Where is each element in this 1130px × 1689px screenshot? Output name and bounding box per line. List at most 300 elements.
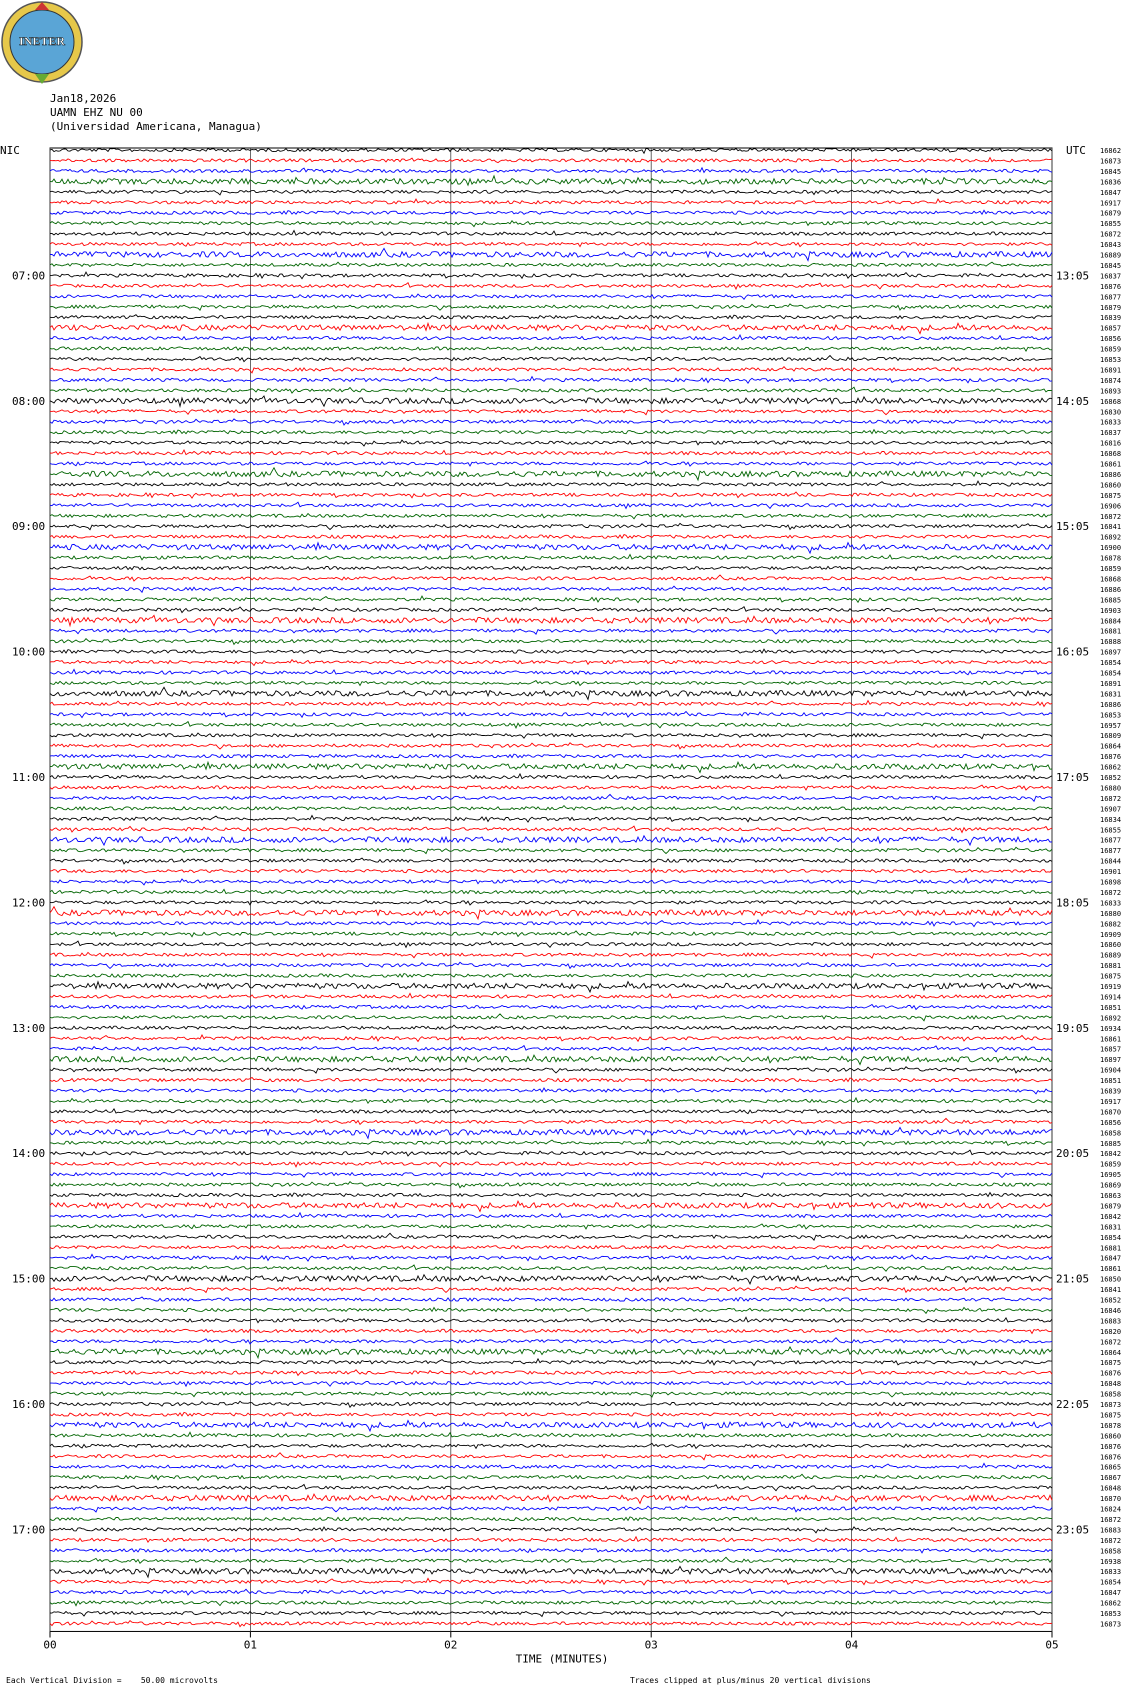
trace-line: [50, 1494, 1052, 1503]
trace-line: [50, 1527, 1052, 1533]
nic-time-label: 08:00: [12, 394, 46, 408]
x-tick-label: 02: [444, 1638, 458, 1652]
trace-value-label: 16872: [1100, 1536, 1122, 1545]
trace-line: [50, 1005, 1052, 1010]
trace-value-label: 16837: [1100, 429, 1122, 438]
trace-line: [50, 982, 1052, 992]
trace-line: [50, 826, 1052, 832]
trace-value-label: 16868: [1100, 575, 1122, 584]
trace-line: [50, 1046, 1052, 1052]
trace-line: [50, 701, 1052, 707]
location-label: (Universidad Americana, Managua): [50, 120, 262, 133]
trace-line: [50, 907, 1052, 919]
trace-line: [50, 722, 1052, 728]
trace-value-label: 16886: [1100, 700, 1122, 709]
trace-line: [50, 1463, 1052, 1468]
trace-line: [50, 1329, 1052, 1334]
trace-line: [50, 889, 1052, 894]
trace-line: [50, 712, 1052, 718]
trace-line: [50, 878, 1052, 885]
trace-line: [50, 158, 1052, 163]
trace-line: [50, 242, 1052, 247]
trace-value-label: 16841: [1100, 1286, 1122, 1295]
trace-value-label: 16872: [1100, 1515, 1122, 1524]
trace-line: [50, 148, 1052, 153]
trace-line: [50, 323, 1052, 333]
trace-line: [50, 1297, 1052, 1301]
trace-value-label: 16872: [1100, 888, 1122, 897]
trace-value-label: 16855: [1100, 826, 1122, 835]
trace-value-label: 16891: [1100, 679, 1122, 688]
trace-value-label: 16881: [1100, 1244, 1122, 1253]
trace-value-label: 16820: [1100, 1327, 1122, 1336]
utc-time-label: 19:05: [1056, 1021, 1090, 1035]
trace-line: [50, 1193, 1052, 1197]
trace-line: [50, 231, 1052, 236]
trace-value-label: 16859: [1100, 565, 1122, 573]
trace-line: [50, 1474, 1052, 1480]
trace-line: [50, 1600, 1052, 1606]
trace-value-label: 16876: [1100, 1453, 1122, 1462]
trace-line: [50, 555, 1052, 560]
trace-value-label: 16846: [1100, 1306, 1122, 1315]
trace-line: [50, 283, 1052, 289]
trace-value-label: 16938: [1100, 1557, 1122, 1566]
trace-line: [50, 1286, 1052, 1292]
trace-value-label: 16853: [1100, 1610, 1122, 1618]
trace-value-label: 16836: [1100, 178, 1122, 187]
trace-line: [50, 262, 1052, 266]
trace-value-label: 16877: [1100, 293, 1122, 302]
x-tick-label: 04: [844, 1638, 859, 1652]
trace-line: [50, 1338, 1052, 1344]
trace-value-label: 16831: [1100, 1223, 1122, 1232]
trace-value-label: 16860: [1100, 481, 1122, 490]
trace-value-label: 16875: [1100, 491, 1122, 500]
trace-value-label: 16882: [1100, 920, 1122, 929]
trace-line: [50, 1201, 1052, 1211]
trace-value-label: 16872: [1100, 230, 1122, 239]
trace-line: [50, 1506, 1052, 1512]
trace-value-label: 16934: [1100, 1024, 1122, 1033]
trace-value-label: 16858: [1100, 1129, 1122, 1138]
trace-line: [50, 952, 1052, 958]
trace-value-label: 16842: [1100, 1212, 1122, 1221]
trace-value-label: 16842: [1100, 1150, 1122, 1159]
trace-value-label: 16892: [1100, 533, 1122, 542]
trace-line: [50, 858, 1052, 864]
trace-line: [50, 566, 1052, 570]
trace-value-label: 16880: [1100, 784, 1122, 793]
trace-value-label: 16856: [1100, 335, 1122, 344]
trace-line: [50, 523, 1052, 529]
trace-line: [50, 1109, 1052, 1114]
trace-line: [50, 1224, 1052, 1229]
trace-value-label: 16885: [1100, 596, 1122, 605]
trace-value-label: 16892: [1100, 1014, 1122, 1023]
trace-value-label: 16848: [1100, 1484, 1122, 1493]
trace-line: [50, 1245, 1052, 1249]
trace-line: [50, 190, 1052, 195]
trace-line: [50, 356, 1052, 362]
trace-value-label: 16861: [1100, 1035, 1122, 1044]
trace-value-label: 16860: [1100, 941, 1122, 950]
trace-value-label: 16876: [1100, 1369, 1122, 1378]
trace-line: [50, 1517, 1052, 1521]
trace-value-label: 16851: [1100, 1077, 1122, 1086]
trace-line: [50, 1098, 1052, 1103]
trace-line: [50, 1014, 1052, 1021]
trace-value-label: 16845: [1100, 167, 1122, 176]
trace-line: [50, 596, 1052, 603]
trace-value-label: 16858: [1100, 1390, 1122, 1399]
trace-value-label: 16879: [1100, 1202, 1122, 1211]
trace-value-label: 16863: [1100, 1192, 1122, 1200]
trace-value-label: 16847: [1100, 1254, 1122, 1263]
trace-value-label: 16854: [1100, 669, 1122, 678]
utc-time-label: 17:05: [1056, 771, 1090, 784]
trace-line: [50, 847, 1052, 853]
trace-value-label: 16854: [1100, 1233, 1122, 1242]
trace-value-label: 16859: [1100, 345, 1122, 354]
trace-value-label: 16870: [1100, 1108, 1122, 1117]
trace-value-label: 16833: [1100, 1568, 1122, 1577]
trace-line: [50, 410, 1052, 415]
trace-value-label: 16868: [1100, 397, 1122, 406]
trace-line: [50, 1443, 1052, 1448]
trace-value-label: 16872: [1100, 794, 1122, 803]
trace-line: [50, 993, 1052, 998]
trace-value-label: 16897: [1100, 1056, 1122, 1065]
nic-tz-label: NIC: [0, 144, 20, 157]
trace-value-label: 16809: [1100, 732, 1122, 741]
trace-value-label: 16873: [1100, 157, 1122, 166]
trace-line: [50, 461, 1052, 466]
trace-value-label: 16859: [1100, 1160, 1122, 1169]
trace-line: [50, 294, 1052, 299]
trace-value-label: 16881: [1100, 627, 1122, 636]
trace-value-label: 16957: [1100, 721, 1122, 730]
trace-value-label: 16854: [1100, 1578, 1122, 1587]
trace-line: [50, 1275, 1052, 1284]
trace-value-label: 16861: [1100, 460, 1122, 469]
trace-value-label: 16865: [1100, 1463, 1122, 1472]
trace-line: [50, 1308, 1052, 1314]
trace-line: [50, 1254, 1052, 1261]
trace-value-label: 16898: [1100, 878, 1122, 887]
trace-value-label: 16868: [1100, 450, 1122, 459]
trace-value-label: 16862: [1100, 1599, 1122, 1608]
trace-value-label: 16864: [1100, 742, 1122, 751]
trace-value-label: 16875: [1100, 1411, 1122, 1420]
nic-time-label: 17:00: [12, 1523, 46, 1537]
utc-time-label: 20:05: [1056, 1147, 1090, 1161]
trace-line: [50, 1128, 1052, 1139]
trace-value-label: 16858: [1100, 1547, 1122, 1556]
trace-line: [50, 514, 1052, 519]
trace-value-label: 16872: [1100, 1338, 1122, 1347]
trace-line: [50, 1035, 1052, 1042]
trace-value-label: 16848: [1100, 1380, 1122, 1389]
trace-value-label: 16891: [1100, 366, 1122, 375]
trace-value-label: 16845: [1100, 261, 1122, 270]
clip-note: Traces clipped at plus/minus 20 vertical divisions: [630, 1676, 871, 1685]
trace-line: [50, 176, 1052, 185]
trace-line: [50, 1566, 1052, 1577]
trace-value-label: 16879: [1100, 303, 1122, 312]
trace-line: [50, 315, 1052, 319]
trace-value-label: 16851: [1100, 1003, 1122, 1012]
scale-note: Each Vertical Division = 50.00 microvolts: [6, 1676, 218, 1685]
trace-line: [50, 1421, 1052, 1431]
trace-value-label: 16878: [1100, 1421, 1122, 1430]
trace-line: [50, 419, 1052, 425]
trace-line: [50, 535, 1052, 539]
trace-line: [50, 1317, 1052, 1322]
trace-value-label: 16886: [1100, 585, 1122, 594]
trace-value-label: 16875: [1100, 972, 1122, 981]
trace-value-label: 16879: [1100, 209, 1122, 218]
trace-line: [50, 962, 1052, 968]
trace-line: [50, 1173, 1052, 1178]
trace-value-label: 16839: [1100, 1087, 1122, 1096]
trace-value-label: 16889: [1100, 251, 1122, 260]
trace-value-label: 16837: [1100, 272, 1122, 281]
trace-value-label: 16847: [1100, 188, 1122, 197]
trace-line: [50, 669, 1052, 674]
utc-time-label: 15:05: [1056, 520, 1090, 534]
trace-line: [50, 1118, 1052, 1124]
trace-line: [50, 660, 1052, 666]
trace-value-label: 16903: [1100, 606, 1122, 615]
trace-value-label: 16843: [1100, 241, 1122, 250]
trace-value-label: 16870: [1100, 1495, 1122, 1504]
nic-time-label: 13:00: [12, 1021, 46, 1035]
trace-value-label: 16872: [1100, 512, 1122, 521]
trace-line: [50, 199, 1052, 204]
trace-value-label: 16873: [1100, 1401, 1122, 1409]
trace-line: [50, 1233, 1052, 1240]
trace-value-label: 16901: [1100, 868, 1122, 877]
trace-line: [50, 806, 1052, 810]
trace-value-label: 16867: [1100, 1474, 1122, 1483]
trace-value-label: 16914: [1100, 993, 1122, 1002]
trace-value-label: 16900: [1100, 544, 1122, 553]
trace-value-label: 16824: [1100, 1505, 1122, 1514]
trace-line: [50, 586, 1052, 592]
trace-value-label: 16855: [1100, 220, 1122, 229]
trace-value-label: 16919: [1100, 983, 1122, 991]
trace-line: [50, 1088, 1052, 1094]
trace-value-label: 16883: [1100, 1317, 1122, 1326]
trace-line: [50, 481, 1052, 486]
trace-line: [50, 1549, 1052, 1553]
trace-line: [50, 1265, 1052, 1271]
trace-line: [50, 607, 1052, 613]
trace-line: [50, 974, 1052, 978]
trace-line: [50, 430, 1052, 434]
trace-value-label: 16857: [1100, 324, 1122, 333]
trace-value-label: 16877: [1100, 836, 1122, 845]
trace-line: [50, 1611, 1052, 1616]
trace-line: [50, 1578, 1052, 1585]
nic-time-label: 15:00: [12, 1272, 46, 1286]
trace-line: [50, 1347, 1052, 1358]
trace-line: [50, 1621, 1052, 1627]
trace-value-label: 16850: [1100, 1275, 1122, 1284]
trace-line: [50, 440, 1052, 446]
trace-line: [50, 1432, 1052, 1437]
trace-line: [50, 450, 1052, 455]
trace-line: [50, 335, 1052, 340]
trace-line: [50, 543, 1052, 553]
trace-line: [50, 502, 1052, 508]
trace-line: [50, 272, 1052, 279]
utc-time-label: 14:05: [1056, 394, 1090, 408]
trace-value-label: 16917: [1100, 1097, 1122, 1106]
trace-line: [50, 1537, 1052, 1542]
trace-value-label: 16834: [1100, 815, 1122, 824]
trace-line: [50, 1067, 1052, 1073]
x-axis-title: TIME (MINUTES): [515, 1652, 609, 1666]
trace-value-label: 16853: [1100, 711, 1122, 720]
trace-line: [50, 1485, 1052, 1491]
trace-line: [50, 387, 1052, 393]
date-label: Jan18,2026: [50, 92, 117, 105]
trace-line: [50, 687, 1052, 699]
utc-time-label: 23:05: [1056, 1523, 1090, 1537]
trace-value-label: 16905: [1100, 1171, 1122, 1180]
trace-line: [50, 1078, 1052, 1082]
trace-line: [50, 346, 1052, 351]
trace-value-label: 16874: [1100, 376, 1122, 385]
trace-line: [50, 377, 1052, 384]
trace-value-label: 16869: [1100, 1181, 1122, 1190]
trace-value-label: 16904: [1100, 1066, 1122, 1075]
trace-value-label: 16880: [1100, 909, 1122, 918]
nic-time-label: 12:00: [12, 896, 46, 910]
trace-line: [50, 785, 1052, 790]
trace-line: [50, 762, 1052, 772]
trace-value-label: 16862: [1100, 763, 1122, 772]
trace-line: [50, 920, 1052, 927]
trace-value-label: 16873: [1100, 1620, 1122, 1629]
trace-line: [50, 941, 1052, 947]
trace-line: [50, 1213, 1052, 1218]
nic-time-label: 16:00: [12, 1398, 46, 1411]
trace-value-label: 16844: [1100, 857, 1122, 866]
x-tick-label: 03: [644, 1638, 658, 1652]
trace-value-label: 16864: [1100, 1348, 1122, 1357]
trace-line: [50, 1412, 1052, 1416]
trace-line: [50, 1401, 1052, 1407]
trace-value-label: 16885: [1100, 1139, 1122, 1148]
trace-line: [50, 816, 1052, 823]
trace-value-label: 16888: [1100, 638, 1122, 647]
trace-value-label: 16893: [1100, 387, 1122, 396]
nic-time-label: 11:00: [12, 771, 46, 784]
trace-line: [50, 754, 1052, 758]
trace-line: [50, 794, 1052, 801]
trace-line: [50, 1557, 1052, 1563]
trace-line: [50, 492, 1052, 498]
trace-value-label: 16886: [1100, 470, 1122, 479]
trace-line: [50, 615, 1052, 625]
nic-time-label: 07:00: [12, 269, 46, 283]
trace-value-label: 16856: [1100, 1118, 1122, 1127]
trace-value-label: 16852: [1100, 1296, 1122, 1305]
trace-line: [50, 1392, 1052, 1397]
trace-value-label: 16877: [1100, 847, 1122, 856]
trace-line: [50, 1370, 1052, 1376]
trace-line: [50, 1150, 1052, 1156]
trace-value-label: 16816: [1100, 439, 1122, 448]
trace-value-label: 16878: [1100, 554, 1122, 563]
trace-line: [50, 396, 1052, 406]
utc-time-label: 21:05: [1056, 1272, 1090, 1286]
trace-line: [50, 1380, 1052, 1386]
utc-time-label: 18:05: [1056, 896, 1090, 910]
trace-value-label: 16906: [1100, 502, 1122, 511]
trace-value-label: 16876: [1100, 282, 1122, 291]
trace-line: [50, 221, 1052, 227]
trace-line: [50, 1589, 1052, 1595]
trace-line: [50, 774, 1052, 779]
utc-time-label: 13:05: [1056, 269, 1090, 283]
trace-line: [50, 1025, 1052, 1029]
trace-line: [50, 1055, 1052, 1064]
trace-line: [50, 869, 1052, 873]
trace-value-label: 16883: [1100, 1526, 1122, 1535]
trace-value-label: 16833: [1100, 899, 1122, 908]
x-tick-label: 00: [43, 1638, 57, 1652]
trace-line: [50, 468, 1052, 480]
trace-line: [50, 168, 1052, 173]
trace-line: [50, 900, 1052, 905]
trace-value-label: 16833: [1100, 418, 1122, 427]
trace-value-label: 16854: [1100, 659, 1122, 668]
trace-line: [50, 1359, 1052, 1366]
trace-line: [50, 1140, 1052, 1147]
trace-line: [50, 248, 1052, 260]
trace-value-label: 16831: [1100, 690, 1122, 699]
trace-value-label: 16907: [1100, 805, 1122, 814]
utc-time-label: 16:05: [1056, 645, 1090, 659]
trace-value-label: 16841: [1100, 523, 1122, 532]
nic-time-label: 14:00: [12, 1147, 46, 1161]
trace-line: [50, 681, 1052, 686]
trace-line: [50, 1161, 1052, 1167]
trace-line: [50, 575, 1052, 581]
svg-text:INETER: INETER: [18, 34, 66, 48]
trace-value-label: 16861: [1100, 1265, 1122, 1274]
trace-value-label: 16884: [1100, 617, 1122, 626]
trace-line: [50, 367, 1052, 373]
utc-tz-label: UTC: [1066, 144, 1086, 157]
station-label: UAMN EHZ NU 00: [50, 106, 143, 119]
trace-value-label: 16881: [1100, 962, 1122, 971]
trace-value-label: 16830: [1100, 408, 1122, 417]
trace-line: [50, 743, 1052, 749]
trace-value-label: 16847: [1100, 1589, 1122, 1598]
trace-line: [50, 304, 1052, 310]
trace-line: [50, 210, 1052, 214]
trace-line: [50, 931, 1052, 937]
trace-line: [50, 733, 1052, 739]
trace-value-label: 16917: [1100, 199, 1122, 208]
x-tick-label: 05: [1045, 1638, 1059, 1652]
trace-line: [50, 836, 1052, 845]
